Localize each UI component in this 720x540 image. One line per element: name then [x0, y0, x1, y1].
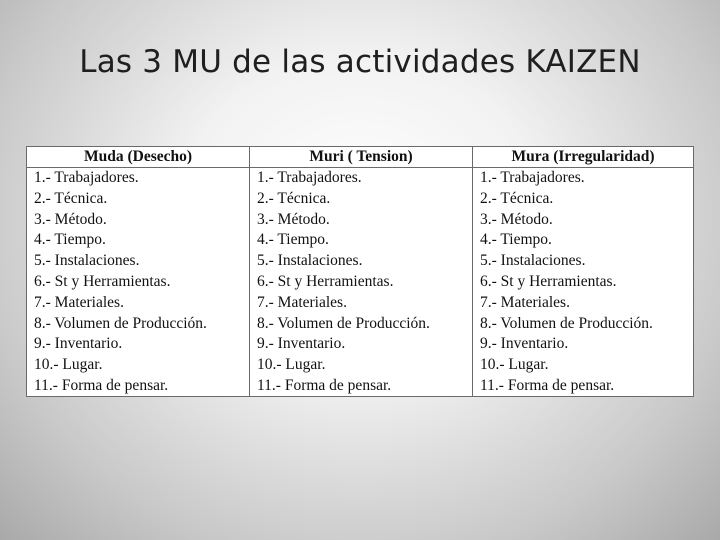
list-item: 8.- Volumen de Producción.	[480, 314, 653, 332]
list-item: 11.- Forma de pensar.	[257, 376, 392, 394]
list-item: 1.- Trabajadores.	[34, 169, 139, 186]
list-item: 10.- Lugar.	[480, 356, 549, 374]
list-item: 8.- Volumen de Producción.	[257, 314, 430, 332]
list-item: 7.- Materiales.	[480, 293, 570, 311]
list-item: 11.- Forma de pensar.	[34, 376, 169, 394]
column-header-mura: Mura (Irregularidad)	[473, 147, 694, 168]
list-item: 8.- Volumen de Producción.	[34, 314, 207, 332]
list-item: 2.- Técnica.	[257, 189, 331, 207]
column-header-muri: Muri ( Tension)	[250, 147, 473, 168]
list-item: 9.- Inventario.	[480, 335, 569, 353]
list-item: 5.- Instalaciones.	[257, 252, 363, 270]
list-item: 7.- Materiales.	[34, 293, 124, 311]
list-item: 7.- Materiales.	[257, 293, 347, 311]
table-row	[27, 168, 693, 397]
list-item: 3.- Método.	[34, 210, 107, 228]
mura-column-list	[473, 168, 694, 397]
list-item: 2.- Técnica.	[480, 189, 554, 207]
list-item: 1.- Trabajadores.	[480, 169, 585, 186]
list-item: 1.- Trabajadores.	[257, 169, 362, 186]
three-mu-table	[26, 146, 694, 397]
muri-column-list	[250, 168, 473, 397]
list-item: 4.- Tiempo.	[480, 231, 552, 249]
column-header-muda: Muda (Desecho)	[27, 147, 250, 168]
list-item: 4.- Tiempo.	[34, 231, 106, 249]
list-item: 3.- Método.	[257, 210, 330, 228]
slide-title: Las 3 MU de las actividades KAIZEN	[79, 44, 641, 80]
list-item: 10.- Lugar.	[34, 356, 103, 374]
list-item: 6.- St y Herramientas.	[34, 272, 171, 290]
list-item: 4.- Tiempo.	[257, 231, 329, 249]
list-item: 6.- St y Herramientas.	[257, 272, 394, 290]
list-item: 5.- Instalaciones.	[480, 252, 586, 270]
table-header-row	[27, 147, 693, 168]
list-item: 9.- Inventario.	[257, 335, 346, 353]
list-item: 9.- Inventario.	[34, 335, 123, 353]
list-item: 3.- Método.	[480, 210, 553, 228]
muda-column-list	[27, 168, 250, 397]
list-item: 6.- St y Herramientas.	[480, 272, 617, 290]
list-item: 2.- Técnica.	[34, 189, 108, 207]
list-item: 11.- Forma de pensar.	[480, 376, 615, 394]
list-item: 5.- Instalaciones.	[34, 252, 140, 270]
list-item: 10.- Lugar.	[257, 356, 326, 374]
